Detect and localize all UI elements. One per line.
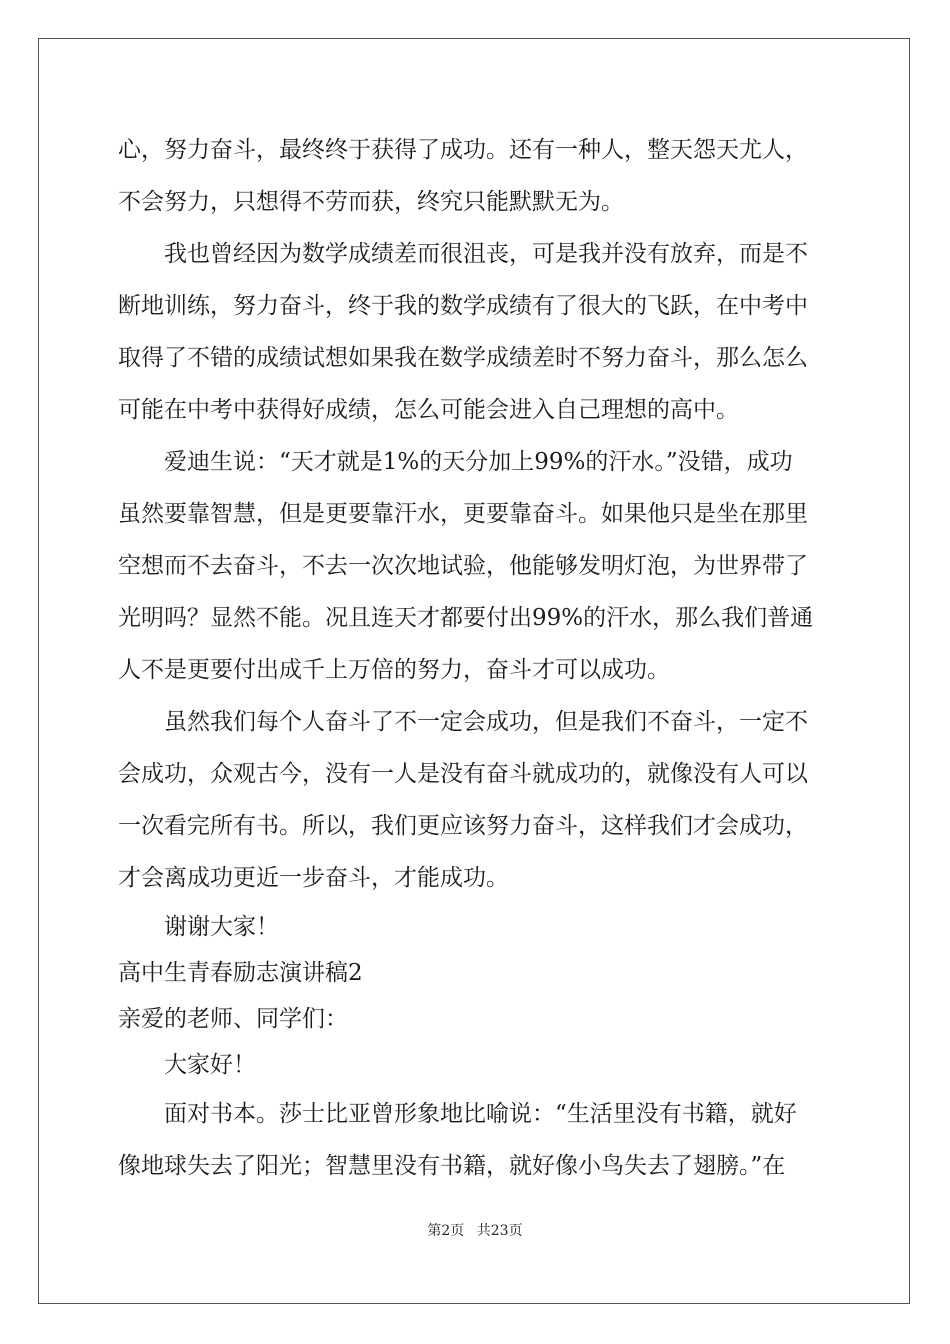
text-line: 人不是更要付出成千上万倍的努力，奋斗才可以成功。 [118, 657, 670, 683]
text-line: 虽然要靠智慧，但是更要靠汗水，更要靠奋斗。如果他只是坐在那里 [118, 501, 808, 527]
text-line: 虽然我们每个人奋斗了不一定会成功，但是我们不奋斗，一定不 [164, 709, 808, 735]
text-line: 断地训练，努力奋斗，终于我的数学成绩有了很大的飞跃，在中考中 [118, 293, 808, 319]
text-line: 取得了不错的成绩试想如果我在数学成绩差时不努力奋斗，那么怎么 [118, 345, 808, 371]
section-heading: 高中生青春励志演讲稿2 [118, 960, 363, 986]
text-line: 爱迪生说：“天才就是1%的天分加上99%的汗水。”没错，成功 [164, 449, 793, 475]
text-line: 才会离成功更近一步奋斗，才能成功。 [118, 865, 509, 891]
page-number: 第2页 [427, 1223, 465, 1239]
text-line: 面对书本。莎士比亚曾形象地比喻说：“生活里没有书籍，就好 [164, 1101, 797, 1127]
text-line: 一次看完所有书。所以，我们更应该努力奋斗，这样我们才会成功， [118, 813, 808, 839]
page-total: 共23页 [476, 1223, 523, 1239]
text-line: 会成功，众观古今，没有一人是没有奋斗就成功的，就像没有人可以 [118, 761, 808, 787]
greeting: 大家好！ [164, 1052, 256, 1078]
text-line: 光明吗？显然不能。况且连天才都要付出99%的汗水，那么我们普通 [118, 605, 814, 631]
text-line: 空想而不去奋斗，不去一次次地试验，他能够发明灯泡，为世界带了 [118, 553, 808, 579]
closing-thanks: 谢谢大家！ [164, 914, 279, 940]
text-line: 心，努力奋斗，最终终于获得了成功。还有一种人，整天怨天尤人， [118, 137, 808, 163]
text-line: 可能在中考中获得好成绩，怎么可能会进入自己理想的高中。 [118, 397, 739, 423]
document-body [118, 124, 832, 1192]
page-footer [0, 1220, 950, 1240]
text-line: 不会努力，只想得不劳而获，终究只能默默无为。 [118, 189, 624, 215]
text-line: 我也曾经因为数学成绩差而很沮丧，可是我并没有放弃，而是不 [164, 241, 808, 267]
salutation: 亲爱的老师、同学们： [118, 1006, 348, 1032]
text-line: 像地球失去了阳光；智慧里没有书籍，就好像小鸟失去了翅膀。”在 [118, 1153, 786, 1179]
